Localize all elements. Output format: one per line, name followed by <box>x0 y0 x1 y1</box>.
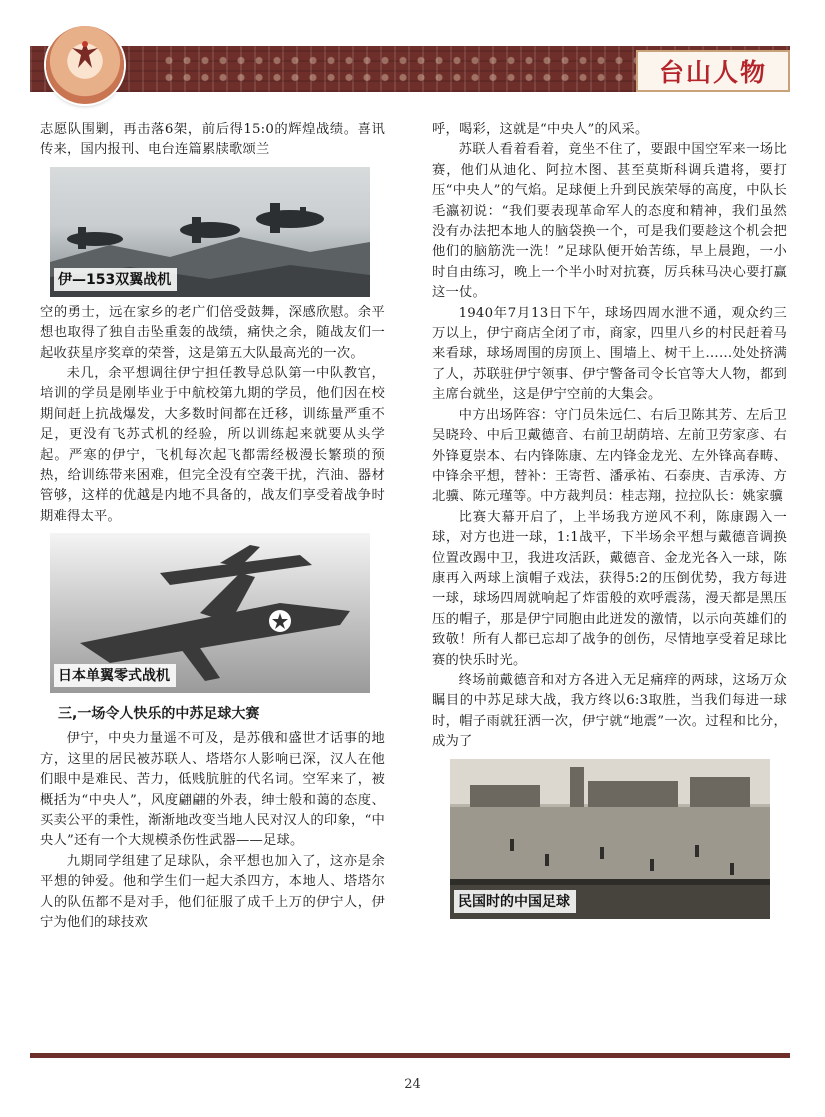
section-heading: 三,一场令人快乐的中苏足球大赛 <box>58 706 260 723</box>
figure-caption-biplane: 伊—153双翼战机 <box>54 268 177 291</box>
crane-icon <box>68 38 102 78</box>
right-paragraph-2: 苏联人看着看着，竟坐不住了，要跟中国空军来一场比赛，他们从迪化、阿拉木图、甚至莫斯科调兵遣将，要打压“中央人”的气焰。足球便上升到民族荣辱的高度，中队长毛瀛初说：“我们要表现革命军人的态度和精神，我们虽然没有办法把本地人的脑袋换一个，可是我们要趁这个机会把他们的脑筋洗一洗！”足球队便开始苦练，早上晨跑，一小时自由练习，晚上一个半小时对抗赛，厉兵秣马决心要打赢这一仗。 <box>432 142 787 301</box>
figure-caption-monoplane: 日本单翼零式战机 <box>54 664 176 687</box>
right-paragraph-5: 比赛大幕开启了，上半场我方逆风不利，陈康踢入一球，对方也进一球，1:1战平，下半场余平想与戴德音调换位置改踢中卫，我进攻活跃，戴德音、金龙光各入一球，陈康再入两球上演帽子戏法，获得5:2的压倒优势，我方每进一球，球场四周就响起了炸雷般的欢呼震荡，漫天都是黑压压的帽子，那是伊宁同胞由此迸发的激情，以示向英雄们的致敬！所有人都已忘却了战争的创伤，尽情地享受着足球比赛的快乐时光。 <box>432 509 787 668</box>
magazine-logo <box>46 26 124 104</box>
left-column <box>40 120 385 933</box>
left-paragraph-3: 未几，余平想调往伊宁担任教导总队第一中队教官，培训的学员是刚毕业于中航校第九期的学员，他们因在校期间赶上抗战爆发，大多数时间都在迁移，训练量严重不足，更没有飞苏式机的经验，所以训练起来就要从头学起。严寒的伊宁，飞机每次起飞都需经极漫长繁琐的预热，给训练带来困难，但完全没有空袭干扰，汽油、器材管够，这样的优越是内地不具备的，战友们享受着战争时期难得太平。 <box>40 366 385 524</box>
figure-biplane <box>50 167 370 297</box>
left-paragraph-1: 志愿队围剿，再击落6架，前后得15:0的辉煌战绩。喜讯传来，国内报刊、电台连篇累牍歌颂兰 <box>40 122 385 158</box>
left-paragraph-5: 九期同学组建了足球队，余平想也加入了，这亦是余平想的钟爱。他和学生们一起大杀四方，本地人、塔塔尔人的队伍都不是对手，他们征服了成千上万的伊宁人，伊宁为他们的球技欢 <box>40 853 385 930</box>
right-paragraph-1: 呼，喝彩，这就是“中央人”的风采。 <box>432 122 649 137</box>
section-header-box <box>636 50 790 92</box>
right-paragraph-3: 1940年7月13日下午，球场四周水泄不通，观众约三万以上，伊宁商店全闭了市，商家，四里八乡的村民赶着马来看球，球场周围的房顶上、围墙上、树干上……处处挤满了人，苏联驻伊宁领事、伊宁警备司令长官等大人物，都到主席台就坐，这是伊宁空前的大集会。 <box>432 305 787 403</box>
figure-monoplane <box>50 533 370 693</box>
left-paragraph-4: 伊宁，中央力量遥不可及，是苏俄和盛世才话事的地方，这里的居民被苏联人、塔塔尔人影响已深，汉人在他们眼中是难民、苦力，低贱肮脏的代名词。空军来了，被概括为“中央人”，风度翩翩的外表，绅士般和蔼的态度、买卖公平的秉性，渐渐地改变当地人民对汉人的印象，“中央人”还有一个大规模杀伤性武器——足球。 <box>40 731 385 849</box>
right-paragraph-6: 终场前戴德音和对方各进入无足痛痒的两球，这场万众瞩目的中苏足球大战，我方终以6:3取胜，当我们每进一球时，帽子雨就狂洒一次，伊宁就“地震”一次。过程和比分，成为了 <box>432 672 787 750</box>
right-paragraph-4: 中方出场阵容：守门员朱远仁、右后卫陈其芳、左后卫吴晓玲、中后卫戴德音、右前卫胡荫培、左前卫劳家彦、右外锋夏崇本、右内锋陈康、左内锋金龙光、左外锋高春畴、中锋余平想，替补：王寄哲、潘承祐、石泰庚、吉承涛、方北骥、陈元瑾等。中方裁判员：桂志翔，拉拉队长：姚家骥 <box>432 407 787 505</box>
figure-football <box>450 759 770 919</box>
left-paragraph-2: 空的勇士，远在家乡的老广们倍受鼓舞，深感欣慰。余平想也取得了独自击坠重轰的战绩，痛快之余，随战友们一起收获星序奖章的荣誉，这是第五大队最高光的一次。 <box>40 304 385 361</box>
section-header-title: 台山人物 <box>658 58 767 87</box>
figure-caption-football: 民国时的中国足球 <box>454 890 576 913</box>
header-pattern <box>160 52 640 86</box>
page-number: 24 <box>404 1077 421 1092</box>
right-column <box>432 120 787 925</box>
footer-divider <box>30 1053 790 1058</box>
